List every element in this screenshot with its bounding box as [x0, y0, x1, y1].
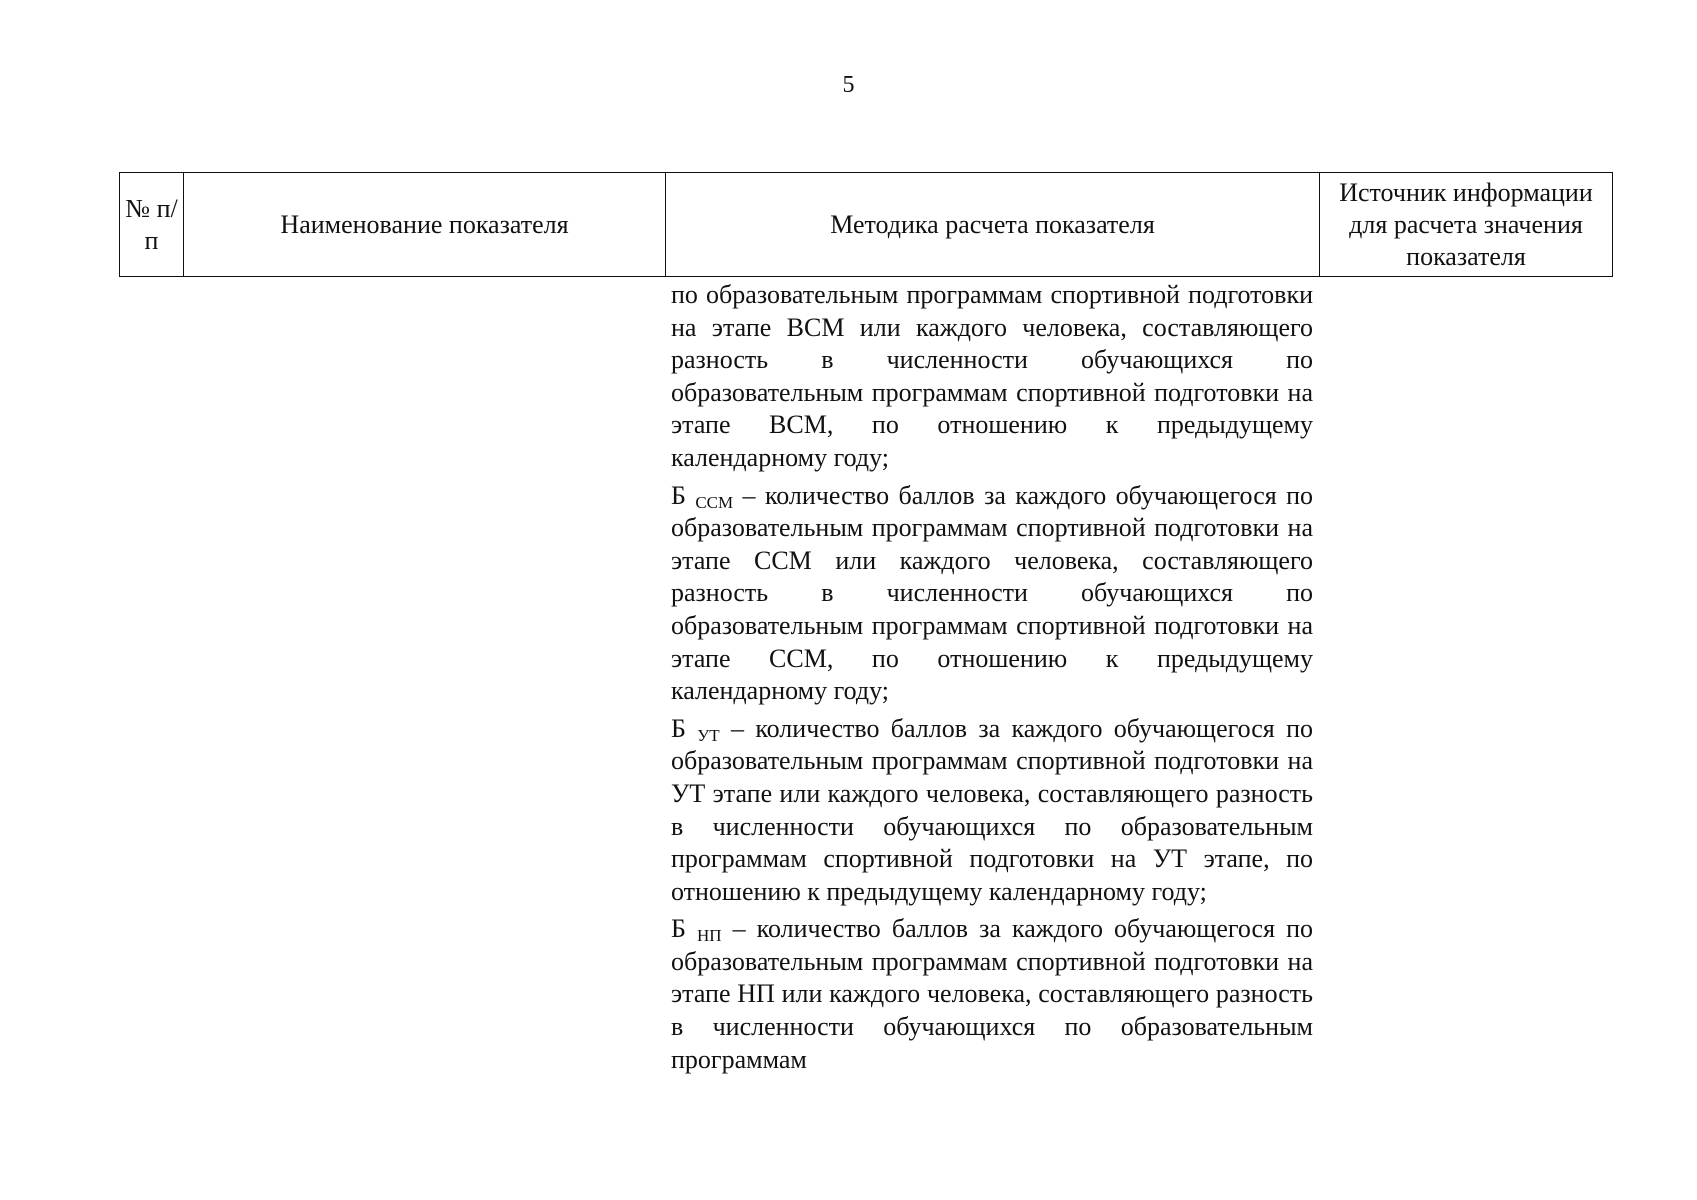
term-definition: – количество баллов за каждого обучающегося по образовательным программам спортивной подготовки на этапе НП или каждого человека, составляющего разность в численности обучающихся по образовательным программам: [671, 914, 1314, 1074]
term-definition: – количество баллов за каждого обучающегося по образовательным программам спортивной подготовки на этапе ССМ или каждого человека, составляющего разность в численности обучающихся по образовательным программам спортивной подготовки на этапе ССМ, по отношению к предыдущему календарному году;: [671, 480, 1314, 706]
page-number: 5: [842, 72, 855, 98]
column-header-indicator-name: Наименование показателя: [184, 173, 666, 277]
calculation-method-text: [671, 279, 1313, 1081]
term-subscript: НП: [697, 926, 722, 946]
term-subscript: УТ: [697, 725, 720, 745]
method-term-paragraph-ut: [671, 713, 1313, 909]
method-term-paragraph-ssm: [671, 480, 1313, 708]
term-definition: – количество баллов за каждого обучающегося по образовательным программам спортивной подготовки на УТ этапе или каждого человека, составляющего разность в численности обучающихся по образовательным программам спортивной подготовки на УТ этапе, по отношению к предыдущему календарному году;: [671, 713, 1314, 906]
term-symbol: Б: [671, 480, 686, 510]
term-symbol: Б: [671, 713, 686, 743]
method-term-paragraph-np: [671, 913, 1313, 1076]
column-header-calculation-method: Методика расчета показателя: [666, 173, 1320, 277]
indicator-table-header: [119, 172, 1613, 277]
column-header-information-source: Источник информации для расчета значения показателя: [1320, 173, 1613, 277]
term-symbol: Б: [671, 914, 686, 944]
method-continuation-paragraph: по образовательным программам спортивной подготовки на этапе ВСМ или каждого человека, составляющего разность в численности обучающихся по образовательным программам спортивной подготовки на этапе ВСМ, по отношению к предыдущему календарному году;: [671, 280, 1313, 472]
term-subscript: ССМ: [695, 492, 734, 512]
column-header-number: № п/п: [120, 173, 184, 277]
header-row: [120, 173, 1613, 277]
